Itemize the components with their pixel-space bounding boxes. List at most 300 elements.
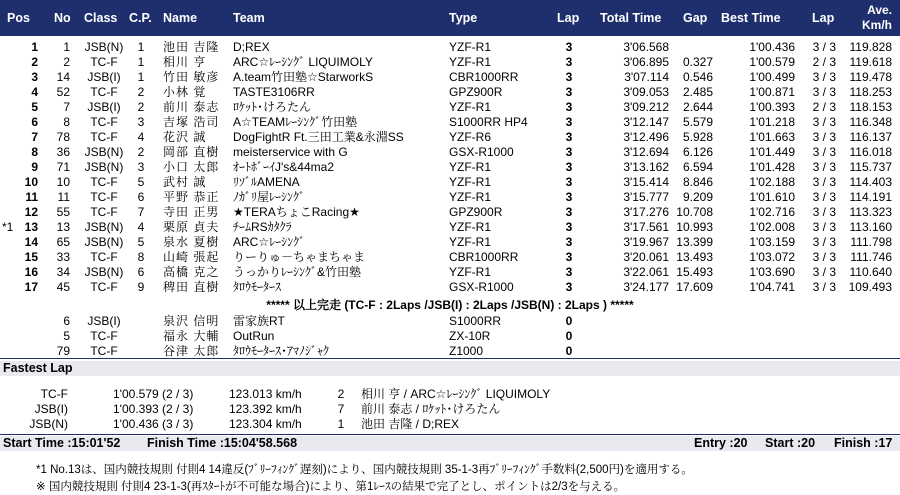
rider-name: 福永 大輔 — [163, 329, 220, 343]
rider-name: 小林 覚 — [163, 85, 207, 99]
lap-count: 3 — [565, 220, 573, 234]
class: JSB(I) — [87, 70, 121, 84]
average-speed: 116.137 — [849, 130, 892, 144]
average-speed: 119.478 — [849, 70, 892, 84]
class-position: 4 — [137, 220, 145, 234]
total-time: 3'15.414 — [623, 175, 669, 189]
class: JSB(N) — [84, 235, 124, 249]
best-lap: 3 / 3 — [812, 70, 836, 84]
race-number: 55 — [56, 205, 70, 219]
race-number: 7 — [337, 402, 345, 416]
fastest-lap-row — [0, 402, 900, 416]
col-cp: C.P. — [129, 11, 152, 25]
entry-count: Entry :20 — [694, 436, 748, 450]
table-row — [0, 160, 900, 175]
gap: 15.493 — [676, 265, 713, 279]
lap-count: 3 — [565, 280, 573, 294]
position: 10 — [24, 175, 38, 189]
gap: 5.579 — [682, 115, 713, 129]
lap-time: 1'00.436 (3 / 3) — [113, 417, 194, 431]
rider-name: 相川 亨 — [163, 55, 207, 69]
best-lap: 3 / 3 — [812, 250, 836, 264]
gap: 2.485 — [682, 85, 713, 99]
best-time: 1'00.499 — [749, 70, 795, 84]
finish-time: Finish Time :15:04'58.568 — [147, 436, 298, 450]
total-time: 3'12.147 — [623, 115, 669, 129]
table-row — [0, 190, 900, 205]
best-lap: 3 / 3 — [812, 130, 836, 144]
total-time: 3'20.061 — [623, 250, 669, 264]
col-total-time: Total Time — [600, 11, 662, 25]
average-speed: 114.403 — [849, 175, 892, 189]
table-row — [0, 280, 900, 295]
table-row — [0, 205, 900, 220]
rider-name: 吉塚 浩司 — [163, 115, 220, 129]
rider-team: 前川 泰志 / ﾛｹｯﾄ･けろたん — [361, 402, 501, 416]
best-lap: 3 / 3 — [812, 40, 836, 54]
lap-speed: 123.304 km/h — [229, 417, 302, 431]
class-position: 2 — [137, 100, 145, 114]
machine-type: S1000RR HP4 — [449, 115, 528, 129]
rider-name: 山崎 張起 — [163, 250, 220, 264]
lap-count: 3 — [565, 145, 573, 159]
finish-note: ***** 以上完走 (TC-F : 2Laps /JSB(I) : 2Laps /JSB(N) : 2Laps ) ***** — [266, 298, 634, 312]
race-number: 36 — [56, 145, 70, 159]
best-lap: 3 / 3 — [812, 175, 836, 189]
team-name: りーりゅ－ちゃまちゃま — [233, 250, 366, 264]
class: JSB(I) — [34, 402, 68, 416]
machine-type: YZF-R1 — [449, 175, 491, 189]
best-lap: 3 / 3 — [812, 205, 836, 219]
machine-type: YZF-R1 — [449, 100, 491, 114]
col-class: Class — [84, 11, 118, 25]
position: 16 — [24, 265, 38, 279]
divider — [0, 434, 900, 435]
class-position: 6 — [137, 265, 145, 279]
note-marker: *1 — [2, 220, 14, 234]
team-name: ﾛｹｯﾄ･けろたん — [233, 100, 312, 114]
average-speed: 116.348 — [849, 115, 892, 129]
team-name: ﾘｿﾞﾙAMENA — [233, 175, 300, 189]
team-name: ﾀﾛｳﾓｰﾀｰｽ･ｱﾏﾉｼﾞｬｸ — [233, 344, 330, 358]
class: JSB(N) — [84, 220, 124, 234]
total-time: 3'17.276 — [623, 205, 669, 219]
col-best-time: Best Time — [721, 11, 781, 25]
start-time: Start Time :15:01'52 — [3, 436, 121, 450]
best-time: 1'00.871 — [749, 85, 795, 99]
lap-count: 3 — [565, 160, 573, 174]
gap: 6.594 — [682, 160, 713, 174]
remark-points: ※ 国内競技規則 付則4 23-1-3(再ｽﾀｰﾄが不可能な場合)により、第1ﾚｰｽの結果で完了とし、ポイントは2/3を与える。 — [36, 481, 626, 493]
machine-type: YZF-R6 — [449, 130, 491, 144]
team-name: うっかりﾚｰｼﾝｸﾞ&竹田塾 — [233, 265, 362, 279]
best-time: 1'02.716 — [749, 205, 795, 219]
race-number: 45 — [56, 280, 70, 294]
lap-count: 3 — [565, 205, 573, 219]
class: JSB(N) — [84, 160, 124, 174]
position: 5 — [31, 100, 38, 114]
lap-count: 3 — [565, 40, 573, 54]
col-type: Type — [449, 11, 478, 25]
lap-count: 3 — [565, 115, 573, 129]
total-time: 3'13.162 — [623, 160, 669, 174]
machine-type: GSX-R1000 — [449, 280, 514, 294]
race-number: 52 — [56, 85, 70, 99]
col-no: No — [54, 11, 71, 25]
team-name: A☆TEAMﾚｰｼﾝｸﾞ竹田塾 — [233, 115, 358, 129]
average-speed: 115.737 — [849, 160, 892, 174]
total-time: 3'06.568 — [623, 40, 669, 54]
best-time: 1'00.393 — [749, 100, 795, 114]
machine-type: CBR1000RR — [449, 70, 519, 84]
best-lap: 3 / 3 — [812, 235, 836, 249]
total-time: 3'15.777 — [623, 190, 669, 204]
best-time: 1'04.741 — [749, 280, 795, 294]
class: TC-F — [90, 190, 118, 204]
race-number: 2 — [337, 387, 345, 401]
position: 9 — [31, 160, 38, 174]
gap: 8.846 — [682, 175, 713, 189]
table-row — [0, 70, 900, 85]
lap-count: 0 — [565, 344, 573, 358]
lap-count: 3 — [565, 55, 573, 69]
rider-name: 平野 恭正 — [163, 190, 220, 204]
table-row — [0, 85, 900, 100]
col-ave-line1: Ave. — [867, 3, 892, 17]
machine-type: YZF-R1 — [449, 40, 491, 54]
table-row — [0, 145, 900, 160]
lap-speed: 123.392 km/h — [229, 402, 302, 416]
total-time: 3'07.114 — [624, 70, 669, 84]
col-gap: Gap — [683, 11, 708, 25]
race-number: 1 — [63, 40, 70, 54]
lap-count: 3 — [565, 100, 573, 114]
table-row — [0, 115, 900, 130]
machine-type: YZF-R1 — [449, 55, 491, 69]
rider-name: 栗原 貞夫 — [163, 220, 220, 234]
gap: 2.644 — [682, 100, 713, 114]
total-time: 3'12.694 — [623, 145, 669, 159]
position: 15 — [24, 250, 38, 264]
col-ave-line2: Km/h — [862, 18, 892, 32]
class: TC-F — [90, 205, 118, 219]
class: JSB(N) — [84, 265, 124, 279]
col-ave — [862, 3, 892, 33]
position: 3 — [31, 70, 38, 84]
table-row — [0, 250, 900, 265]
class-position: 7 — [137, 205, 145, 219]
class-position: 3 — [137, 160, 145, 174]
best-time: 1'01.218 — [749, 115, 795, 129]
class: TC-F — [40, 387, 68, 401]
total-time: 3'22.061 — [623, 265, 669, 279]
table-row — [0, 235, 900, 250]
best-time: 1'01.428 — [749, 160, 795, 174]
race-number: 79 — [56, 344, 70, 358]
remark-penalty: *1 No.13は、国内競技規則 付則4 14違反(ﾌﾞﾘｰﾌｨﾝｸﾞ遅刻)により、国内競技規則 35-1-3再ﾌﾞﾘｰﾌｨﾝｸﾞ手数料(2,500円)を適用する。 — [36, 464, 693, 476]
best-lap: 3 / 3 — [812, 220, 836, 234]
position: 11 — [25, 190, 38, 204]
position: 1 — [31, 40, 38, 54]
best-time: 1'02.008 — [749, 220, 795, 234]
fastest-lap-row — [0, 417, 900, 431]
team-name: ﾀﾛｳﾓｰﾀｰｽ — [233, 280, 282, 294]
gap: 10.993 — [676, 220, 713, 234]
col-team: Team — [233, 11, 265, 25]
lap-time: 1'00.579 (2 / 3) — [113, 387, 194, 401]
race-number: 11 — [57, 190, 70, 204]
team-name: ARC☆ﾚｰｼﾝｸﾞ — [233, 235, 306, 249]
best-time: 1'00.579 — [749, 55, 795, 69]
average-speed: 109.493 — [848, 280, 892, 294]
average-speed: 111.746 — [850, 250, 892, 264]
class-position: 3 — [137, 115, 145, 129]
average-speed: 119.828 — [849, 40, 892, 54]
position: 13 — [24, 220, 38, 234]
rider-name: 岡部 直樹 — [163, 145, 220, 159]
rider-name: 谷津 太郎 — [163, 344, 220, 358]
best-lap: 3 / 3 — [812, 265, 836, 279]
fastest-lap-row — [0, 387, 900, 401]
gap: 13.493 — [676, 250, 713, 264]
table-header — [0, 0, 900, 36]
position: 17 — [24, 280, 38, 294]
rider-name: 泉沢 信明 — [163, 314, 220, 328]
class: JSB(N) — [29, 417, 68, 431]
rider-name: 稗田 直樹 — [163, 280, 220, 294]
best-lap: 3 / 3 — [812, 115, 836, 129]
team-name: TASTE3106RR — [233, 85, 315, 99]
best-lap: 3 / 3 — [812, 160, 836, 174]
race-number: 34 — [56, 265, 70, 279]
rider-name: 前川 泰志 — [163, 100, 220, 114]
class-position: 5 — [137, 235, 145, 249]
class: TC-F — [90, 250, 118, 264]
total-time: 3'12.496 — [623, 130, 669, 144]
total-time: 3'09.212 — [623, 100, 669, 114]
race-number: 2 — [63, 55, 70, 69]
fastest-lap-title: Fastest Lap — [3, 361, 73, 375]
lap-count: 3 — [565, 85, 573, 99]
best-lap: 2 / 3 — [812, 100, 836, 114]
machine-type: YZF-R1 — [449, 160, 491, 174]
machine-type: ZX-10R — [449, 329, 491, 343]
class-position: 5 — [137, 175, 145, 189]
machine-type: GPZ900R — [449, 85, 503, 99]
class: JSB(N) — [84, 40, 124, 54]
machine-type: S1000RR — [449, 314, 502, 328]
race-number: 5 — [63, 329, 70, 343]
rider-name: 小口 太郎 — [163, 160, 220, 174]
class: TC-F — [90, 175, 118, 189]
lap-count: 3 — [565, 175, 573, 189]
class: JSB(N) — [84, 145, 124, 159]
table-row — [0, 55, 900, 70]
fastest-lap-header — [0, 361, 900, 376]
team-name: ｵｰﾄﾎﾞｰｲJ's&44ma2 — [233, 160, 334, 174]
race-number: 65 — [56, 235, 70, 249]
class: TC-F — [90, 280, 118, 294]
race-number: 14 — [56, 70, 70, 84]
race-number: 10 — [56, 175, 70, 189]
class: TC-F — [90, 115, 118, 129]
class: JSB(I) — [87, 100, 121, 114]
start-count: Start :20 — [765, 436, 816, 450]
class-position: 8 — [137, 250, 145, 264]
table-row — [0, 175, 900, 190]
class: JSB(I) — [87, 314, 121, 328]
average-speed: 113.323 — [849, 205, 892, 219]
average-speed: 118.253 — [849, 85, 892, 99]
rider-name: 池田 吉隆 — [163, 40, 220, 54]
lap-count: 3 — [565, 70, 573, 84]
lap-time: 1'00.393 (2 / 3) — [113, 402, 194, 416]
machine-type: YZF-R1 — [449, 190, 491, 204]
class-position: 9 — [137, 280, 145, 294]
gap: 17.609 — [676, 280, 713, 294]
team-name: 雷家族RT — [233, 314, 285, 328]
rider-name: 泉水 夏樹 — [163, 235, 220, 249]
machine-type: GSX-R1000 — [449, 145, 514, 159]
race-number: 6 — [63, 314, 70, 328]
rider-name: 竹田 敏彦 — [163, 70, 220, 84]
rider-team: 池田 吉隆 / D;REX — [361, 417, 460, 431]
lap-count: 3 — [565, 235, 573, 249]
race-number: 7 — [63, 100, 70, 114]
non-finisher-row — [0, 329, 900, 344]
col-best-lap: Lap — [812, 11, 835, 25]
rider-name: 花沢 誠 — [163, 130, 207, 144]
lap-count: 0 — [565, 329, 573, 343]
rider-name: 寺田 正男 — [163, 205, 220, 219]
class-position: 2 — [137, 145, 145, 159]
lap-count: 3 — [565, 265, 573, 279]
class-position: 1 — [137, 55, 145, 69]
team-name: ★TERAちょこRacing★ — [233, 205, 360, 219]
best-time: 1'01.610 — [749, 190, 795, 204]
average-speed: 114.191 — [849, 190, 892, 204]
team-name: ﾉｶﾞﾘ屋ﾚｰｼﾝｸﾞ — [233, 190, 306, 204]
class-position: 6 — [137, 190, 145, 204]
table-row — [0, 265, 900, 280]
class: TC-F — [90, 130, 118, 144]
gap: 5.928 — [682, 130, 713, 144]
best-time: 1'03.159 — [749, 235, 795, 249]
class-position: 2 — [137, 85, 145, 99]
average-speed: 116.018 — [849, 145, 892, 159]
best-time: 1'00.436 — [749, 40, 795, 54]
machine-type: Z1000 — [449, 344, 484, 358]
total-time: 3'06.895 — [623, 55, 669, 69]
position: 8 — [31, 145, 38, 159]
average-speed: 110.640 — [849, 265, 892, 279]
average-speed: 118.153 — [849, 100, 892, 114]
team-name: DogFightR Ft.三田工業&永淵SS — [233, 130, 404, 144]
total-time: 3'17.561 — [623, 220, 669, 234]
gap: 9.209 — [682, 190, 713, 204]
class-position: 4 — [137, 130, 145, 144]
class: TC-F — [90, 55, 118, 69]
table-row — [0, 40, 900, 55]
lap-count: 0 — [565, 314, 573, 328]
best-time: 1'03.690 — [749, 265, 795, 279]
race-number: 1 — [337, 417, 345, 431]
race-number: 33 — [56, 250, 70, 264]
col-name: Name — [163, 11, 198, 25]
gap: 10.708 — [676, 205, 713, 219]
race-number: 78 — [56, 130, 70, 144]
non-finisher-row — [0, 344, 900, 359]
machine-type: YZF-R1 — [449, 235, 491, 249]
position: 6 — [31, 115, 38, 129]
class: TC-F — [90, 329, 118, 343]
best-lap: 2 / 3 — [812, 55, 836, 69]
machine-type: CBR1000RR — [449, 250, 519, 264]
lap-count: 3 — [565, 190, 573, 204]
best-time: 1'01.663 — [749, 130, 795, 144]
machine-type: GPZ900R — [449, 205, 503, 219]
team-name: ﾁｰﾑRSｶﾀｸﾗ — [233, 220, 292, 234]
best-time: 1'03.072 — [749, 250, 795, 264]
class-position: 1 — [137, 70, 145, 84]
machine-type: YZF-R1 — [449, 220, 491, 234]
col-lap: Lap — [557, 11, 580, 25]
machine-type: YZF-R1 — [449, 265, 491, 279]
lap-count: 3 — [565, 130, 573, 144]
best-time: 1'01.449 — [749, 145, 795, 159]
average-speed: 113.160 — [849, 220, 892, 234]
best-lap: 3 / 3 — [812, 145, 836, 159]
lap-count: 3 — [565, 250, 573, 264]
rider-name: 武村 誠 — [163, 175, 207, 189]
divider — [0, 358, 900, 359]
position: 14 — [24, 235, 38, 249]
best-lap: 3 / 3 — [812, 85, 836, 99]
non-finisher-row — [0, 314, 900, 329]
gap: 0.546 — [682, 70, 713, 84]
rider-name: 高橋 克之 — [163, 265, 220, 279]
gap: 6.126 — [682, 145, 713, 159]
position: 4 — [31, 85, 38, 99]
class: TC-F — [90, 85, 118, 99]
gap: 13.399 — [676, 235, 713, 249]
team-name: D;REX — [233, 40, 270, 54]
col-pos: Pos — [7, 11, 30, 25]
position: 7 — [31, 130, 38, 144]
race-number: 71 — [56, 160, 70, 174]
average-speed: 119.618 — [849, 55, 892, 69]
table-row — [0, 220, 900, 235]
team-name: ARC☆ﾚｰｼﾝｸﾞ LIQUIMOLY — [233, 55, 373, 69]
table-row — [0, 100, 900, 115]
rider-team: 相川 亨 / ARC☆ﾚｰｼﾝｸﾞ LIQUIMOLY — [361, 387, 551, 401]
class: TC-F — [90, 344, 118, 358]
total-time: 3'24.177 — [623, 280, 669, 294]
class-position: 1 — [137, 40, 145, 54]
position: 2 — [31, 55, 38, 69]
best-lap: 3 / 3 — [812, 190, 836, 204]
table-row — [0, 130, 900, 145]
total-time: 3'09.053 — [623, 85, 669, 99]
position: 12 — [24, 205, 38, 219]
total-time: 3'19.967 — [623, 235, 669, 249]
gap: 0.327 — [682, 55, 713, 69]
best-lap: 3 / 3 — [812, 280, 836, 294]
lap-speed: 123.013 km/h — [229, 387, 302, 401]
team-name: meisterservice with G — [233, 145, 348, 159]
average-speed: 111.798 — [850, 235, 892, 249]
race-number: 13 — [56, 220, 70, 234]
